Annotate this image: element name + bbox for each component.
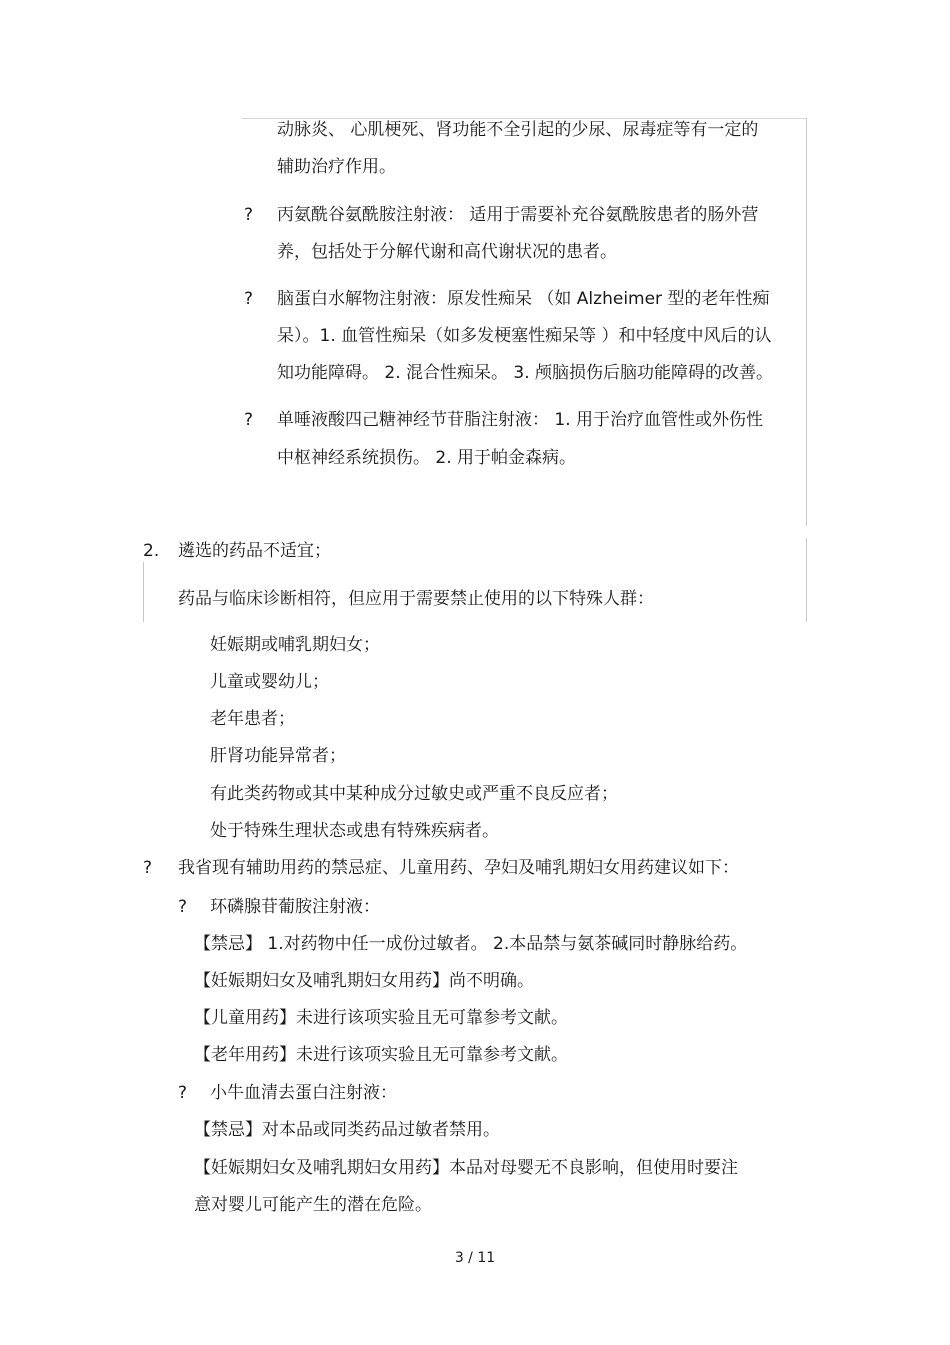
section-intro: 药品与临床诊断相符，但应用于需要禁止使用的以下特殊人群： bbox=[178, 589, 654, 609]
section-number: 2. bbox=[143, 541, 160, 561]
drug-item-line: 呆）。1. 血管性痴呆（如多发梗塞性痴呆等 ）和中轻度中风后的认 bbox=[277, 326, 772, 346]
bullet-marker: ? bbox=[244, 289, 254, 309]
continued-text-line-2: 辅助治疗作用。 bbox=[277, 157, 396, 177]
drug-item-line: 丙氨酰谷氨酰胺注射液： 适用于需要补充谷氨酰胺患者的肠外营 bbox=[277, 205, 759, 225]
drug-detail-line: 【妊娠期妇女及哺乳期妇女用药】本品对母婴无不良影响，但使用时要注 bbox=[194, 1158, 738, 1178]
continued-text-line-1: 动脉炎、 心肌梗死、肾功能不全引起的少尿、尿毒症等有一定的 bbox=[277, 120, 759, 140]
advice-heading: 我省现有辅助用药的禁忌症、儿童用药、孕妇及哺乳期妇女用药建议如下： bbox=[178, 858, 739, 878]
drug-item-line: 脑蛋白水解物注射液：原发性痴呆 （如 Alzheimer 型的老年性痴 bbox=[277, 289, 770, 309]
drug-item-line: 知功能障碍。 2. 混合性痴呆。 3. 颅脑损伤后脑功能障碍的改善。 bbox=[277, 363, 774, 383]
bullet-marker: ? bbox=[244, 205, 254, 225]
special-group-item: 老年患者； bbox=[210, 709, 295, 729]
special-group-item: 妊娠期或哺乳期妇女； bbox=[210, 635, 380, 655]
drug-detail-line: 【儿童用药】未进行该项实验且无可靠参考文献。 bbox=[194, 1008, 568, 1028]
drug-detail-line: 【妊娠期妇女及哺乳期妇女用药】尚不明确。 bbox=[194, 971, 534, 991]
drug-detail-line: 【禁忌】 1.对药物中任一成份过敏者。 2.本品禁与氨茶碱同时静脉给药。 bbox=[194, 934, 748, 954]
drug-name: 环磷腺苷葡胺注射液： bbox=[210, 897, 380, 917]
table-border-left-mid bbox=[143, 562, 144, 622]
bullet-marker: ? bbox=[244, 410, 254, 430]
drug-detail-line: 【禁忌】对本品或同类药品过敏者禁用。 bbox=[194, 1120, 500, 1140]
special-group-item: 处于特殊生理状态或患有特殊疾病者。 bbox=[210, 821, 499, 841]
special-group-item: 肝肾功能异常者； bbox=[210, 746, 346, 766]
table-border-right-mid bbox=[806, 538, 807, 622]
special-group-item: 儿童或婴幼儿； bbox=[210, 672, 329, 692]
table-border-right-top bbox=[806, 118, 807, 526]
drug-detail-line: 【老年用药】未进行该项实验且无可靠参考文献。 bbox=[194, 1045, 568, 1065]
drug-item-line: 养，包括处于分解代谢和高代谢状况的患者。 bbox=[277, 242, 617, 262]
bullet-marker: ? bbox=[143, 858, 153, 878]
drug-item-line: 中枢神经系统损伤。 2. 用于帕金森病。 bbox=[277, 448, 577, 468]
bullet-marker: ? bbox=[178, 1083, 188, 1103]
drug-item-line: 单唾液酸四己糖神经节苷脂注射液： 1. 用于治疗血管性或外伤性 bbox=[277, 410, 764, 430]
page-number: 3 / 11 bbox=[454, 1250, 496, 1266]
special-group-item: 有此类药物或其中某种成分过敏史或严重不良反应者； bbox=[210, 784, 618, 804]
drug-detail-line: 意对婴儿可能产生的潜在危险。 bbox=[194, 1195, 432, 1215]
drug-name: 小牛血清去蛋白注射液： bbox=[210, 1083, 397, 1103]
bullet-marker: ? bbox=[178, 897, 188, 917]
section-title: 遴选的药品不适宜； bbox=[178, 541, 331, 561]
